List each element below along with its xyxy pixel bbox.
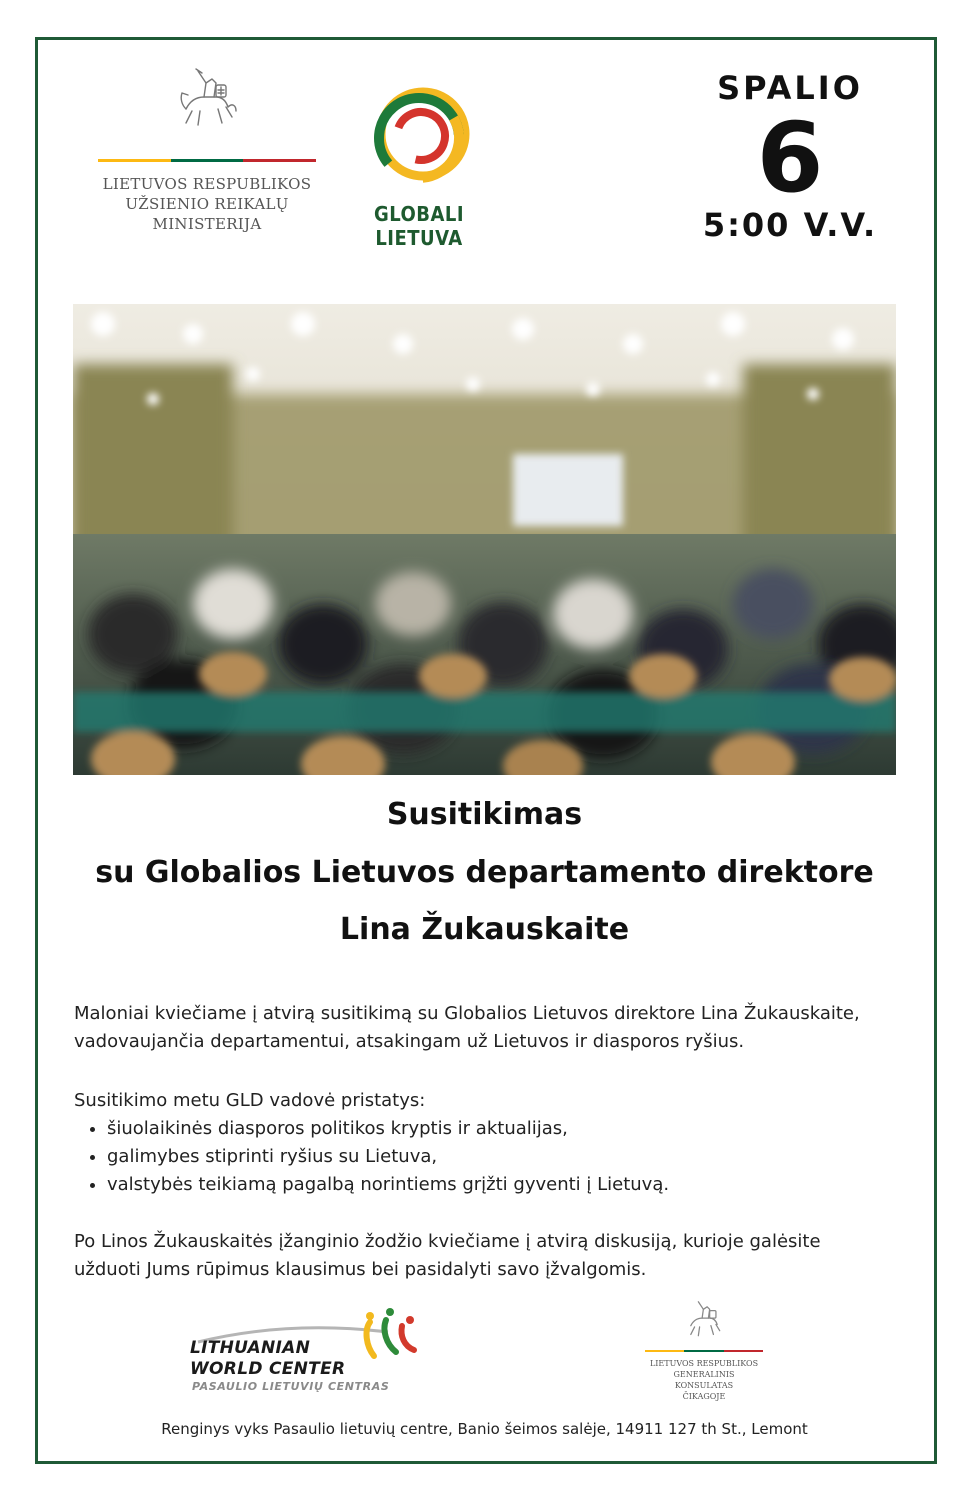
- outro-line-1: Po Linos Žukauskaitės įžanginio žodžio kviečiame į atvirą diskusiją, kurioje galėsite: [74, 1231, 821, 1252]
- consulate-logo: [645, 1298, 763, 1402]
- topics-list: [74, 1115, 904, 1199]
- vytis-knight-icon: [682, 1298, 726, 1342]
- topics-section: [74, 1087, 904, 1199]
- ministry-line-3: MINISTERIJA: [152, 215, 262, 233]
- intro-paragraph: [74, 1000, 904, 1056]
- lwc-line-2: WORLD CENTER: [190, 1359, 346, 1379]
- ministry-line-1: LIETUVOS RESPUBLIKOS: [102, 175, 312, 193]
- rings-emblem-icon: [359, 76, 479, 196]
- vytis-knight-icon: [172, 65, 242, 135]
- title-line-3: Lina Žukauskaite: [339, 912, 630, 947]
- consulate-line-3: ČIKAGOJE: [682, 1392, 726, 1401]
- list-item: • valstybės teikiamą pagalbą norintiems grįžti gyventi į Lietuvą.: [107, 1171, 904, 1199]
- outro-line-2: užduoti Jums rūpimus klausimus bei pasidalyti savo įžvalgomis.: [74, 1259, 647, 1280]
- event-date: [700, 68, 880, 244]
- globali-lietuva-logo: [330, 68, 508, 248]
- lwc-line-1: LITHUANIAN: [190, 1338, 311, 1358]
- lwc-line-3: PASAULIO LIETUVIŲ CENTRAS: [192, 1380, 390, 1393]
- ministry-line-2: UŽSIENIO REIKALŲ: [125, 195, 289, 213]
- tricolor-stripe: [645, 1350, 763, 1352]
- consulate-line-1: LIETUVOS RESPUBLIKOS: [649, 1359, 759, 1368]
- lithuanian-world-center-logo: [188, 1302, 428, 1394]
- intro-line-1: Maloniai kviečiame į atvirą susitikimą su Globalios Lietuvos direktore Lina Žukauskaite,: [74, 1003, 860, 1024]
- ministry-logo: [98, 65, 316, 234]
- date-day: 6: [756, 102, 824, 214]
- intro-line-2: vadovaujančia departamentui, atsakingam už Lietuvos ir diasporos ryšius.: [74, 1031, 745, 1052]
- tricolor-stripe: [98, 159, 316, 162]
- list-item: • šiuolaikinės diasporos politikos kryptis ir aktualijas,: [107, 1115, 904, 1143]
- conference-hall-photo: [73, 304, 896, 775]
- date-time: 5:00 V.V.: [702, 206, 878, 244]
- globali-name: GLOBALI LIETUVA: [373, 202, 465, 250]
- title-line-1: Susitikimas: [386, 797, 583, 832]
- list-item: • galimybes stiprinti ryšius su Lietuva,: [107, 1143, 904, 1171]
- outro-paragraph: [74, 1228, 904, 1284]
- date-month: SPALIO: [717, 69, 863, 107]
- title-line-2: su Globalios Lietuvos departamento direktore: [95, 855, 874, 890]
- list-heading: Susitikimo metu GLD vadovė pristatys:: [74, 1090, 426, 1111]
- venue-footer: Renginys vyks Pasaulio lietuvių centre, Banio šeimos salėje, 14911 127 th St., Lemont: [161, 1420, 808, 1438]
- consulate-line-2: GENERALINIS KONSULATAS: [673, 1370, 735, 1390]
